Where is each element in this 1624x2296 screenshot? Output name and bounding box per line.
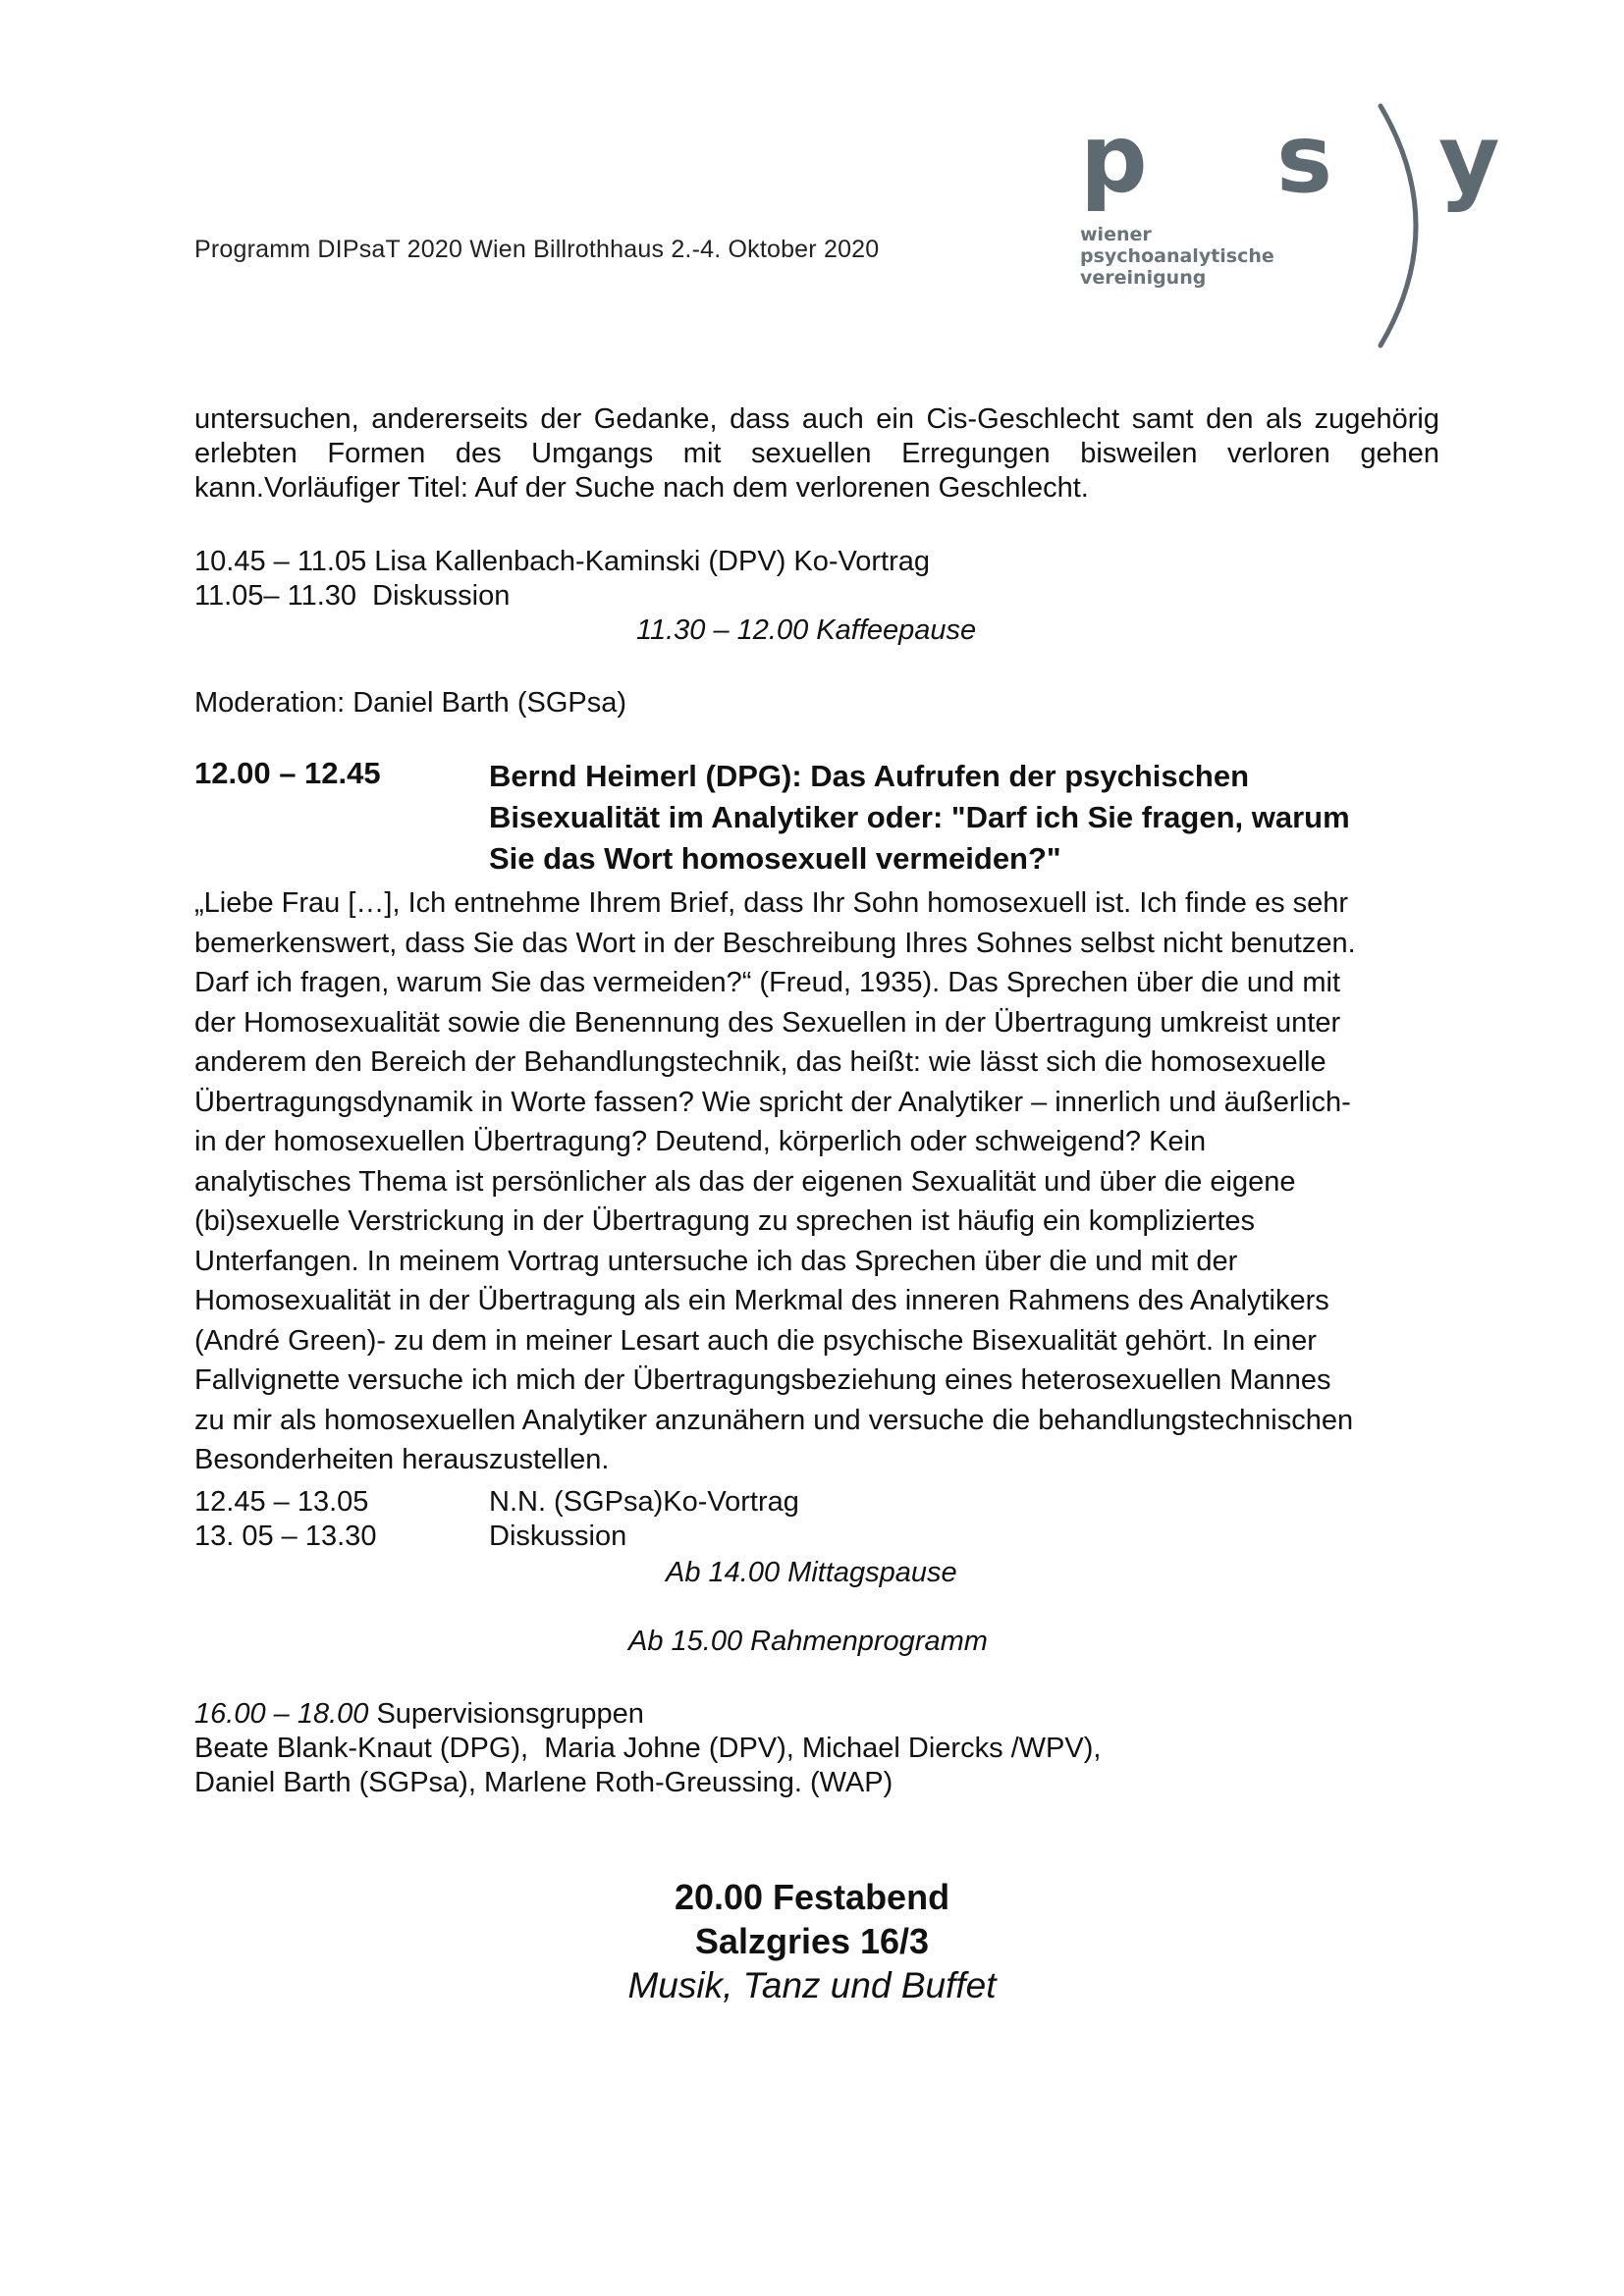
festabend-location: Salzgries 16/3: [694, 1921, 930, 1961]
coffee-break: 11.30 – 12.00 Kaffeepause: [636, 614, 977, 646]
logo-letter-p: p: [1080, 104, 1148, 214]
wpv-logo: [1080, 98, 1551, 373]
supervision-line: [194, 1698, 644, 1731]
abstract-line: in der homosexuellen Übertragung? Deutend, körperlich oder schweigend? Kein: [194, 1126, 1207, 1157]
rahmenprogramm: Ab 15.00 Rahmenprogramm: [628, 1626, 988, 1657]
logo-subtitle: [1080, 224, 1274, 289]
festabend-description: Musik, Tanz und Buffet: [627, 1965, 997, 2005]
schedule-time: 12.45 – 13.05: [194, 1486, 369, 1518]
abstract-line: Unterfangen. In meinem Vortrag untersuche ich das Sprechen über die und mit der: [194, 1245, 1238, 1277]
schedule-item: 10.45 – 11.05 Lisa Kallenbach-Kaminski (DPV) Ko-Vortrag: [194, 546, 931, 577]
moderation: Moderation: Daniel Barth (SGPsa): [194, 687, 627, 719]
festabend-title: 20.00 Festabend: [674, 1877, 950, 1917]
talk-time: 12.00 – 12.45: [194, 756, 381, 790]
abstract-line: Besonderheiten herauszustellen.: [194, 1444, 610, 1475]
talk-title: [489, 756, 1471, 880]
abstract-line: (André Green)- zu dem in meiner Lesart auch die psychische Bisexualität gehört. In einer: [194, 1324, 1317, 1357]
supervision-names: Beate Blank-Knaut (DPG), Maria Johne (DPV), Michael Diercks /WPV),: [194, 1733, 1102, 1764]
document-header: Programm DIPsaT 2020 Wien Billrothhaus 2.-4. Oktober 2020: [194, 236, 880, 263]
schedule-item: 11.05– 11.30 Diskussion: [194, 580, 511, 612]
schedule-label: N.N. (SGPsa)Ko-Vortrag: [489, 1486, 799, 1518]
schedule-time: 13. 05 – 13.30: [194, 1521, 377, 1552]
abstract-line: analytisches Thema ist persönlicher als das der eigenen Sexualität und über die eigene: [194, 1165, 1296, 1198]
abstract-line: „Liebe Frau […], Ich entnehme Ihrem Brief, dass Ihr Sohn homosexuell ist. Ich finde es sehr: [194, 887, 1349, 919]
talk-abstract: [194, 883, 1439, 1480]
abstract-line: anderem den Bereich der Behandlungstechnik, das heißt: wie lässt sich die homosexuelle: [194, 1046, 1326, 1078]
abstract-line: Homosexualität in der Übertragung als ein Merkmal des inneren Rahmens des Analytikers: [194, 1285, 1329, 1316]
abstract-line: der Homosexualität sowie die Benennung des Sexuellen in der Übertragung umkreist unter: [194, 1006, 1341, 1039]
abstract-line: (bi)sexuelle Verstrickung in der Übertragung zu sprechen ist häufig ein kompliziertes: [194, 1205, 1255, 1237]
abstract-line: Übertragungsdynamik in Worte fassen? Wie spricht der Analytiker – innerlich und äußerlich-: [194, 1086, 1351, 1118]
logo-letter-y: y: [1438, 104, 1500, 214]
logo-subtitle-line: wiener: [1080, 224, 1152, 245]
logo-parenthesis-icon: [1375, 98, 1453, 353]
abstract-line: bemerkenswert, dass Sie das Wort in der Beschreibung Ihres Sohnes selbst nicht benutzen.: [194, 927, 1356, 959]
logo-subtitle-line: vereinigung: [1080, 267, 1207, 289]
schedule-label: Diskussion: [489, 1521, 627, 1552]
logo-subtitle-line: psychoanalytische: [1080, 245, 1274, 267]
abstract-line: Fallvignette versuche ich mich der Übertragungsbeziehung eines heterosexuellen Mannes: [194, 1364, 1331, 1396]
talk-title-line: Bernd Heimerl (DPG): Das Aufrufen der psychischen: [489, 759, 1250, 793]
abstract-line: Darf ich fragen, warum Sie das vermeiden?“ (Freud, 1935). Das Sprechen über die und mit: [194, 967, 1341, 998]
supervision-time: 16.00 – 18.00: [194, 1698, 369, 1730]
lunch-break: Ab 14.00 Mittagspause: [666, 1557, 957, 1588]
logo-letter-s: s: [1276, 104, 1333, 214]
supervision-label: Supervisionsgruppen: [368, 1698, 644, 1730]
intro-paragraph: untersuchen, andererseits der Gedanke, dass auch ein Cis-Geschlecht samt den als zugehörig erlebten Formen des Umgangs mit sexuellen Erregungen bisweilen verloren gehen kann.Vorläufiger Titel: Auf der Suche nach dem verlorenen Geschlecht.: [194, 403, 1439, 504]
supervision-names: Daniel Barth (SGPsa), Marlene Roth-Greussing. (WAP): [194, 1767, 893, 1798]
abstract-line: zu mir als homosexuellen Analytiker anzunähern und versuche die behandlungstechnischen: [194, 1404, 1354, 1436]
talk-title-line: Sie das Wort homosexuell vermeiden?": [489, 841, 1061, 876]
talk-title-line: Bisexualität im Analytiker oder: "Darf ich Sie fragen, warum: [489, 800, 1350, 834]
